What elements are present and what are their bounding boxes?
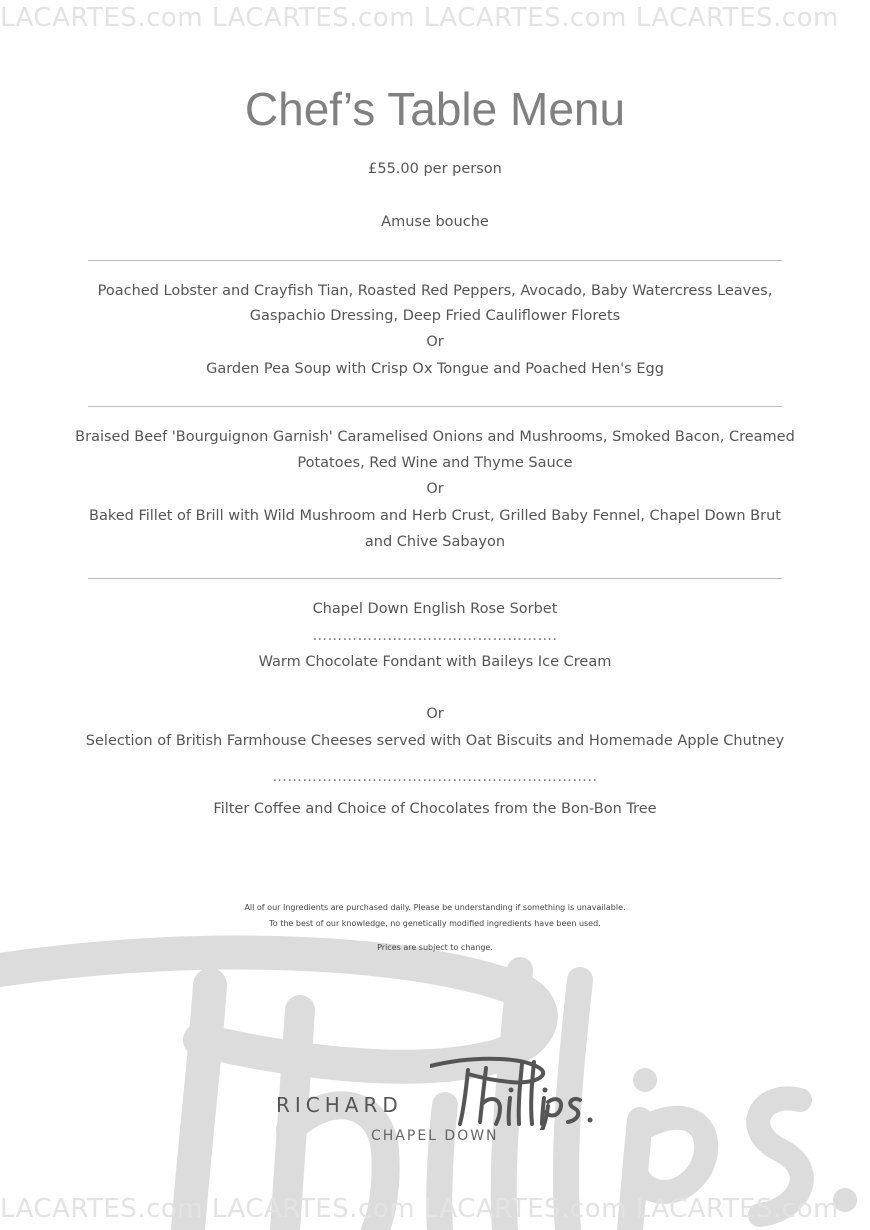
logo-phillips-text: Phillips.: [430, 1050, 434, 1051]
main-option-2-line-2: and Chive Sabayon: [364, 534, 506, 550]
amuse-bouche: Amuse bouche: [381, 214, 489, 230]
section-divider-1: [88, 260, 782, 261]
footer-note-gmo: To the best of our knowledge, no genetically modified ingredients have been used.: [269, 919, 601, 928]
logo-richard: RICHARD: [276, 1093, 403, 1117]
dessert-sorbet: Chapel Down English Rose Sorbet: [312, 601, 558, 617]
main-option-1-line-2: Potatoes, Red Wine and Thyme Sauce: [297, 455, 573, 471]
main-option-2-line-1: Baked Fillet of Brill with Wild Mushroom and Herb Crust, Grilled Baby Fennel, Chapel Down Brut: [89, 508, 781, 524]
dessert-or: Or: [426, 706, 444, 722]
menu-title: Chef’s Table Menu: [244, 83, 626, 135]
dotted-separator-2: ………………………………………………………..: [272, 769, 598, 785]
starter-option-1-line-1: Poached Lobster and Crayfish Tian, Roasted Red Peppers, Avocado, Baby Watercress Leaves,: [97, 283, 773, 299]
watermark-bottom: LACARTES.com LACARTES.com LACARTES.com LACARTES.com: [0, 1194, 839, 1224]
footer-note-prices: Prices are subject to change.: [377, 943, 493, 952]
main-or: Or: [426, 481, 444, 497]
starter-option-2: Garden Pea Soup with Crisp Ox Tongue and Poached Hen's Egg: [206, 361, 664, 377]
main-option-1-line-1: Braised Beef 'Bourguignon Garnish' Caramelised Onions and Mushrooms, Smoked Bacon, Creamed: [75, 429, 795, 445]
watermark-top: LACARTES.com LACARTES.com LACARTES.com LACARTES.com: [0, 3, 839, 33]
section-divider-3: [88, 578, 782, 579]
coffee-chocolates: Filter Coffee and Choice of Chocolates from the Bon-Bon Tree: [213, 801, 657, 817]
logo-phillips-script: [430, 1050, 600, 1130]
dessert-cheese: Selection of British Farmhouse Cheeses served with Oat Biscuits and Homemade Apple Chutney: [85, 733, 785, 749]
logo-chapel-down: CHAPEL DOWN: [371, 1128, 499, 1144]
dessert-fondant: Warm Chocolate Fondant with Baileys Ice Cream: [258, 654, 612, 670]
dotted-separator-1: ………………………………………….: [312, 628, 558, 644]
starter-option-1-line-2: Gaspachio Dressing, Deep Fried Cauliflower Florets: [249, 308, 621, 324]
footer-note-ingredients: All of our Ingredients are purchased daily. Please be understanding if something is unavailable.: [244, 903, 626, 912]
starter-or: Or: [426, 334, 444, 350]
section-divider-2: [88, 406, 782, 407]
menu-price: £55.00 per person: [368, 161, 502, 177]
